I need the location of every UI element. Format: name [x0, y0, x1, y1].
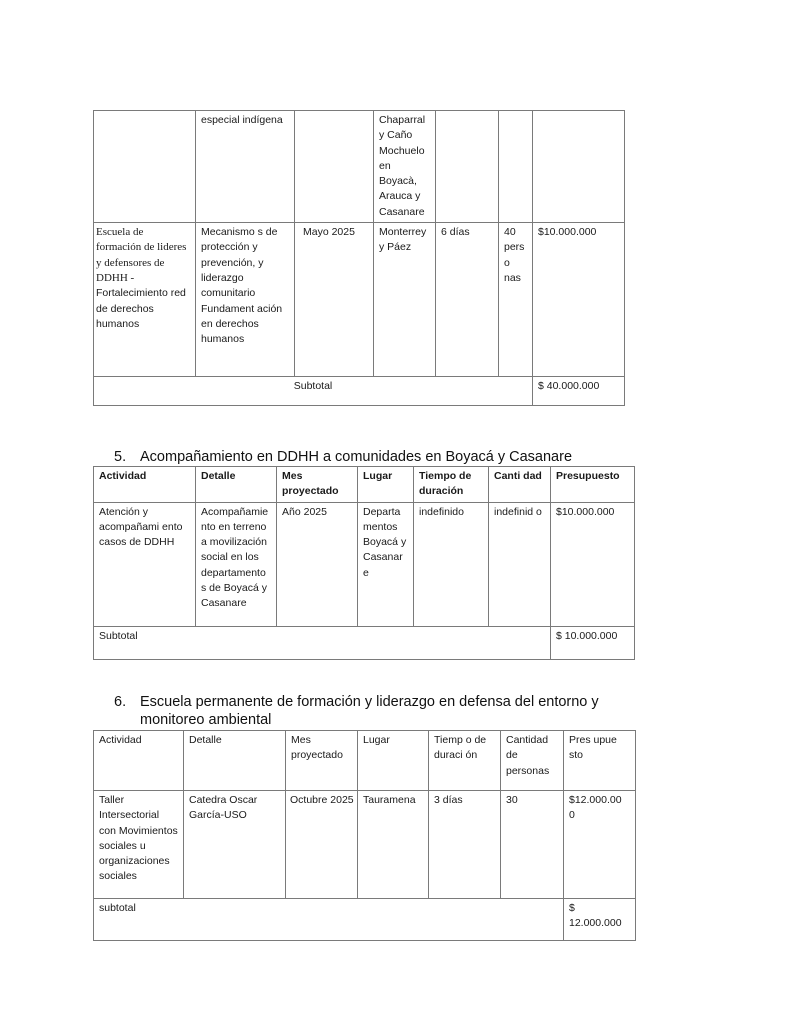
section-5-table — [93, 466, 635, 660]
section-6-table — [93, 730, 636, 941]
subtotal-label: Subtotal — [94, 377, 533, 406]
cell-lugar: Monterrey y Páez — [374, 223, 436, 377]
cell-actividad: Atención y acompañami ento casos de DDHH — [94, 502, 196, 626]
header-lugar: Lugar — [358, 467, 414, 503]
activities-table-continued — [93, 110, 625, 406]
header-mes: Mes proyectado — [277, 467, 358, 503]
subtotal-value: $ 12.000.000 — [564, 899, 636, 941]
table-row — [94, 502, 635, 626]
header-row — [94, 467, 635, 503]
subtotal-row — [94, 899, 636, 941]
header-tiempo: Tiemp o de duraci ón — [429, 731, 501, 791]
cell-detalle: Acompañamie nto en terreno a movilización social en los departamento s de Boyacá y Casanare — [196, 502, 277, 626]
header-mes: Mes proyectado — [286, 731, 358, 791]
table-row — [94, 791, 636, 899]
section-title: Acompañamiento en DDHH a comunidades en Boyacá y Casanare — [140, 449, 573, 465]
cell-detalle: Mecanismo s de protección y prevención, y liderazgo comunitario Fundament ación en derechos humanos — [196, 223, 295, 377]
header-detalle: Detalle — [196, 467, 277, 503]
cell-cantidad: 40 perso nas — [499, 223, 533, 377]
header-tiempo: Tiempo de duración — [414, 467, 489, 503]
cell-cantidad: 30 — [501, 791, 564, 899]
cell-lugar: Departa mentos Boyacá y Casanar e — [358, 502, 414, 626]
header-row — [94, 731, 636, 791]
cell-tiempo — [436, 111, 499, 223]
subtotal-value: $ 40.000.000 — [533, 377, 625, 406]
cell-mes — [295, 111, 374, 223]
section-number: 6. — [114, 694, 127, 710]
cell-actividad: Taller Intersectorial con Movimientos sociales u organizaciones sociales — [94, 791, 184, 899]
section-5-heading — [114, 448, 572, 466]
cell-lugar: Chaparral y Caño Mochuelo en Boyacà, Arauca y Casanare — [374, 111, 436, 223]
subtotal-label: Subtotal — [94, 626, 551, 659]
header-detalle: Detalle — [184, 731, 286, 791]
table-row — [94, 223, 625, 377]
header-lugar: Lugar — [358, 731, 429, 791]
cell-cantidad: indefinid o — [489, 502, 551, 626]
actividad-subtitle: Fortalecimiento red de derechos humanos — [96, 287, 186, 330]
cell-presupuesto: $10.000.000 — [551, 502, 635, 626]
cell-mes: Octubre 2025 — [286, 791, 358, 899]
section-number: 5. — [114, 449, 127, 465]
section-6-heading — [114, 693, 674, 729]
header-actividad: Actividad — [94, 731, 184, 791]
subtotal-label: subtotal — [94, 899, 564, 941]
subtotal-row — [94, 626, 635, 659]
header-actividad: Actividad — [94, 467, 196, 503]
cell-presupuesto — [533, 111, 625, 223]
header-presupuesto: Pres upue sto — [564, 731, 636, 791]
header-cantidad: Cantidad de personas — [501, 731, 564, 791]
table-row — [94, 111, 625, 223]
cell-lugar: Tauramena — [358, 791, 429, 899]
cell-tiempo: indefinido — [414, 502, 489, 626]
cell-cantidad — [499, 111, 533, 223]
section-title-line2: monitoreo ambiental — [140, 712, 272, 728]
section-title-line1: Escuela permanente de formación y liderazgo en defensa del entorno y — [140, 694, 599, 710]
cell-actividad — [94, 223, 196, 377]
cell-presupuesto: $10.000.000 — [533, 223, 625, 377]
cell-mes: Mayo 2025 — [295, 223, 374, 377]
subtotal-row — [94, 377, 625, 406]
cell-detalle: especial indígena — [196, 111, 295, 223]
subtotal-value: $ 10.000.000 — [551, 626, 635, 659]
cell-mes: Año 2025 — [277, 502, 358, 626]
header-cantidad: Canti dad — [489, 467, 551, 503]
cell-tiempo: 6 días — [436, 223, 499, 377]
cell-detalle: Catedra Oscar García-USO — [184, 791, 286, 899]
header-presupuesto: Presupuesto — [551, 467, 635, 503]
cell-presupuesto: $12.000.00 0 — [564, 791, 636, 899]
cell-tiempo: 3 días — [429, 791, 501, 899]
cell-actividad — [94, 111, 196, 223]
actividad-title: Escuela de formación de lideres y defensores de DDHH - — [96, 226, 187, 284]
